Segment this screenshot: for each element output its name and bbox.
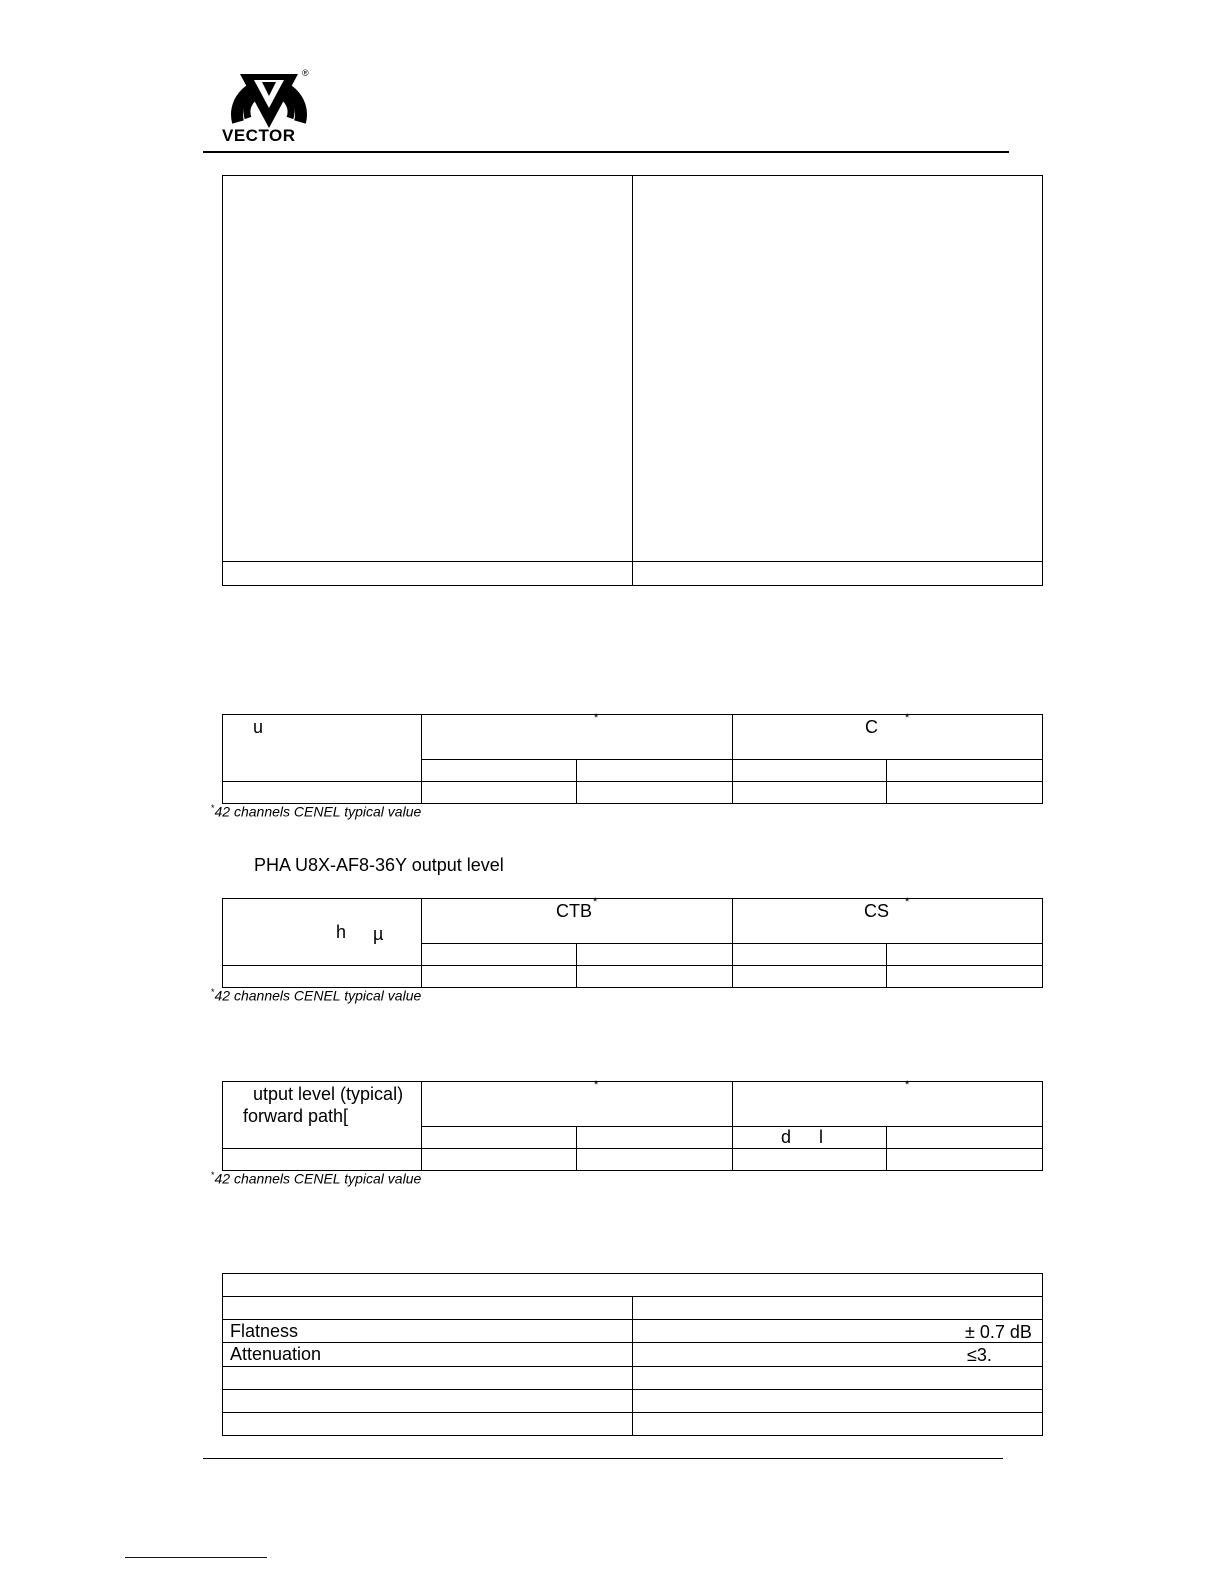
t3-col2-star: * [594, 1079, 599, 1091]
brand-wordmark: VECTOR [222, 126, 296, 145]
filter-spec-table [222, 1273, 1043, 1436]
t2-row-header-unit: µ [373, 924, 384, 944]
t3-row-header-line2: forward path[ [243, 1106, 349, 1126]
vector-logo [218, 64, 318, 146]
t3-footnote: *42 channels CENEL typical value [211, 1170, 422, 1187]
registered-mark: ® [302, 68, 309, 78]
t1-col2-star: * [594, 712, 599, 724]
t3-sub-cell-a: d [781, 1127, 792, 1147]
spec-table-top [222, 175, 1043, 586]
t1-row-header: u [253, 717, 264, 737]
t4-row-value-attenuation: ≤3. [967, 1345, 992, 1365]
t3-sub-cell-b: l [819, 1127, 823, 1147]
t2-row-header: h [336, 922, 347, 942]
t2-caption: PHA U8X-AF8-36Y output level [254, 855, 504, 875]
t2-col3-star: * [905, 896, 910, 908]
t2-col3-header: CS [864, 901, 890, 921]
header-rule [203, 151, 1009, 153]
t1-col3-header: C [865, 717, 878, 737]
t4-row-label-attenuation: Attenuation [230, 1344, 322, 1364]
footer-link-underline[interactable] [125, 1557, 267, 1558]
t3-row-header-line1: utput level (typical) [253, 1084, 404, 1104]
distortion-table-1 [222, 714, 1043, 804]
t2-col2-header: CTB [556, 901, 592, 921]
t1-col3-star: * [905, 712, 910, 724]
distortion-table-2 [222, 898, 1043, 988]
t1-footnote: *42 channels CENEL typical value [211, 803, 422, 820]
t2-footnote: *42 channels CENEL typical value [211, 987, 422, 1004]
t4-row-value-flatness: ± 0.7 dB [965, 1322, 1032, 1342]
footer-rule [203, 1458, 1003, 1459]
distortion-table-3 [222, 1081, 1043, 1171]
t2-col2-star: * [593, 896, 598, 908]
t3-col3-star: * [905, 1079, 910, 1091]
t4-row-label-flatness: Flatness [230, 1321, 299, 1341]
